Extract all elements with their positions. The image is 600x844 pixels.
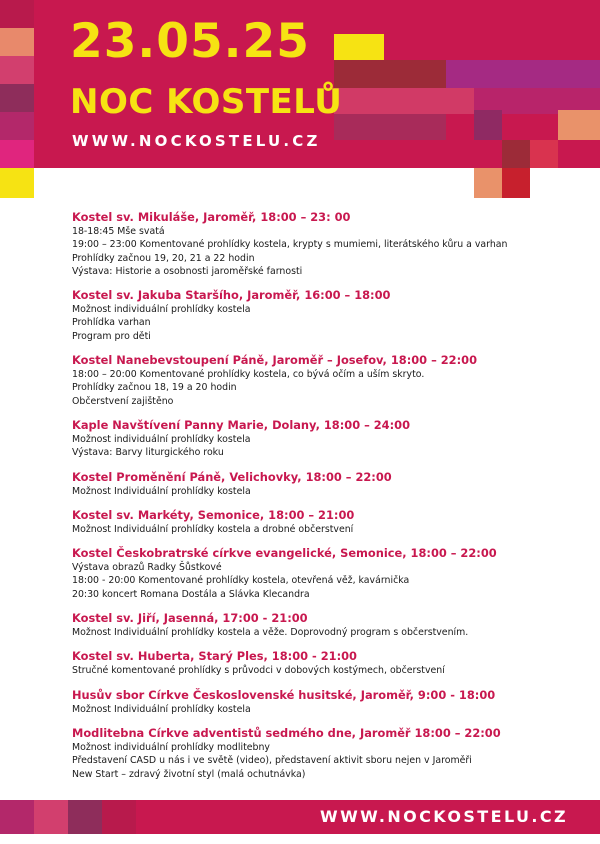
- mosaic-tile: [502, 168, 530, 198]
- footer-website-url[interactable]: WWW.NOCKOSTELU.CZ: [320, 807, 568, 826]
- mosaic-tile: [0, 112, 34, 140]
- event-heading: Kostel sv. Mikuláše, Jaroměř, 18:00 – 23: 00: [72, 210, 351, 224]
- mosaic-tile: [334, 114, 446, 140]
- mosaic-tile: [0, 28, 34, 56]
- event-item: [72, 545, 572, 601]
- mosaic-tile: [0, 56, 34, 84]
- event-item: [72, 287, 572, 343]
- mosaic-tile: [0, 84, 34, 112]
- event-item: [72, 469, 572, 498]
- event-item: [72, 507, 572, 536]
- event-detail: Možnost individuální prohlídky kostela: [72, 433, 251, 445]
- event-detail: Výstava obrazů Radky Šůstkové: [72, 562, 222, 574]
- mosaic-tile: [0, 168, 34, 198]
- event-detail: New Start – zdravý životní styl (malá ochutnávka): [72, 768, 306, 780]
- event-detail: Možnost individuální prohlídky kostela: [72, 304, 251, 316]
- event-detail: 18:00 - 20:00 Komentované prohlídky kostela, otevřená věž, kavárnička: [72, 575, 410, 587]
- mosaic-tile: [102, 800, 136, 834]
- event-list: [72, 209, 572, 790]
- event-heading: Kostel sv. Jiří, Jasenná, 17:00 - 21:00: [72, 611, 308, 626]
- event-item: [72, 417, 572, 460]
- header-banner: [0, 0, 600, 168]
- event-heading: Kaple Navštívení Panny Marie, Dolany, 18:00 – 24:00: [72, 417, 411, 432]
- mosaic-tile: [446, 60, 600, 88]
- mosaic-tile: [334, 60, 446, 88]
- event-detail: Možnost Individuální prohlídky kostela: [72, 485, 251, 497]
- mosaic-tile: [0, 0, 34, 28]
- event-detail: Představení CASD u nás i ve světě (video), představení aktivit sboru nejen v Jaroměři: [72, 755, 472, 767]
- mosaic-tile: [334, 88, 474, 114]
- event-detail: Možnost individuální prohlídky modlitebny: [72, 741, 270, 753]
- mosaic-tile: [334, 34, 384, 60]
- event-detail: 18-18:45 Mše svatá: [72, 226, 165, 237]
- event-heading: Kostel Českobratrské církve evangelické, Semonice, 18:00 – 22:00: [72, 546, 497, 561]
- website-url[interactable]: WWW.NOCKOSTELU.CZ: [72, 132, 321, 150]
- event-item: [72, 648, 572, 677]
- mosaic-tile: [558, 110, 600, 140]
- event-detail: 18:00 – 20:00 Komentované prohlídky kostela, co bývá očím a uším skryto.: [72, 369, 425, 381]
- mosaic-tile: [34, 800, 68, 834]
- event-detail: Výstava: Barvy liturgického roku: [72, 447, 224, 459]
- event-item: [72, 209, 572, 278]
- event-detail: Prohlídky začnou 19, 20, 21 a 22 hodin: [72, 252, 255, 264]
- event-item: [72, 687, 572, 716]
- event-heading: Kostel sv. Huberta, Starý Ples, 18:00 - 21:00: [72, 649, 357, 664]
- event-detail: Možnost Individuální prohlídky kostela: [72, 703, 251, 715]
- event-heading: Modlitebna Církve adventistů sedmého dne, Jaroměř 18:00 – 22:00: [72, 725, 501, 740]
- event-detail: Stručné komentované prohlídky s průvodci v dobových kostýmech, občerstvení: [72, 665, 445, 677]
- event-item: [72, 610, 572, 639]
- event-heading: Kostel Nanebevstoupení Páně, Jaroměř – Josefov, 18:00 – 22:00: [72, 353, 477, 368]
- event-detail: Prohlídky začnou 18, 19 a 20 hodin: [72, 382, 237, 394]
- event-heading: Kostel sv. Markéty, Semonice, 18:00 – 21:00: [72, 507, 355, 522]
- mosaic-tile: [0, 140, 34, 168]
- event-detail: Občerstvení zajištěno: [72, 395, 174, 407]
- event-item: [72, 725, 572, 781]
- footer-banner: [0, 800, 600, 834]
- event-detail: Výstava: Historie a osobnosti jaroměřské farnosti: [72, 265, 303, 277]
- mosaic-tile: [68, 800, 102, 834]
- event-item: [72, 352, 572, 408]
- event-detail: Možnost Individuální prohlídky kostela a věže. Doprovodný program s občerstvením.: [72, 627, 469, 639]
- mosaic-tile: [474, 110, 502, 140]
- event-detail: Prohlídka varhan: [72, 317, 151, 329]
- event-detail: Možnost Individuální prohlídky kostela a drobné občerstvení: [72, 523, 354, 535]
- mosaic-tile: [474, 168, 502, 198]
- event-heading: Kostel Proměnění Páně, Velichovky, 18:00 – 22:00: [72, 469, 392, 484]
- event-heading: Kostel sv. Jakuba Staršího, Jaroměř, 16:00 – 18:00: [72, 288, 391, 303]
- event-title-heading: NOC KOSTELŮ: [70, 82, 343, 122]
- mosaic-tile: [502, 140, 530, 168]
- mosaic-tile: [530, 140, 558, 168]
- event-detail: 19:00 – 23:00 Komentované prohlídky kostela, krypty s mumiemi, literátského kůru a varhan: [72, 239, 508, 251]
- mosaic-tile: [0, 800, 34, 834]
- event-heading: Husův sbor Církve Československé husitské, Jaroměř, 9:00 - 18:00: [72, 687, 496, 702]
- event-date: 23.05.25: [70, 14, 310, 69]
- event-detail: Program pro děti: [72, 330, 151, 342]
- event-detail: 20:30 koncert Romana Dostála a Slávka Klecandra: [72, 588, 310, 600]
